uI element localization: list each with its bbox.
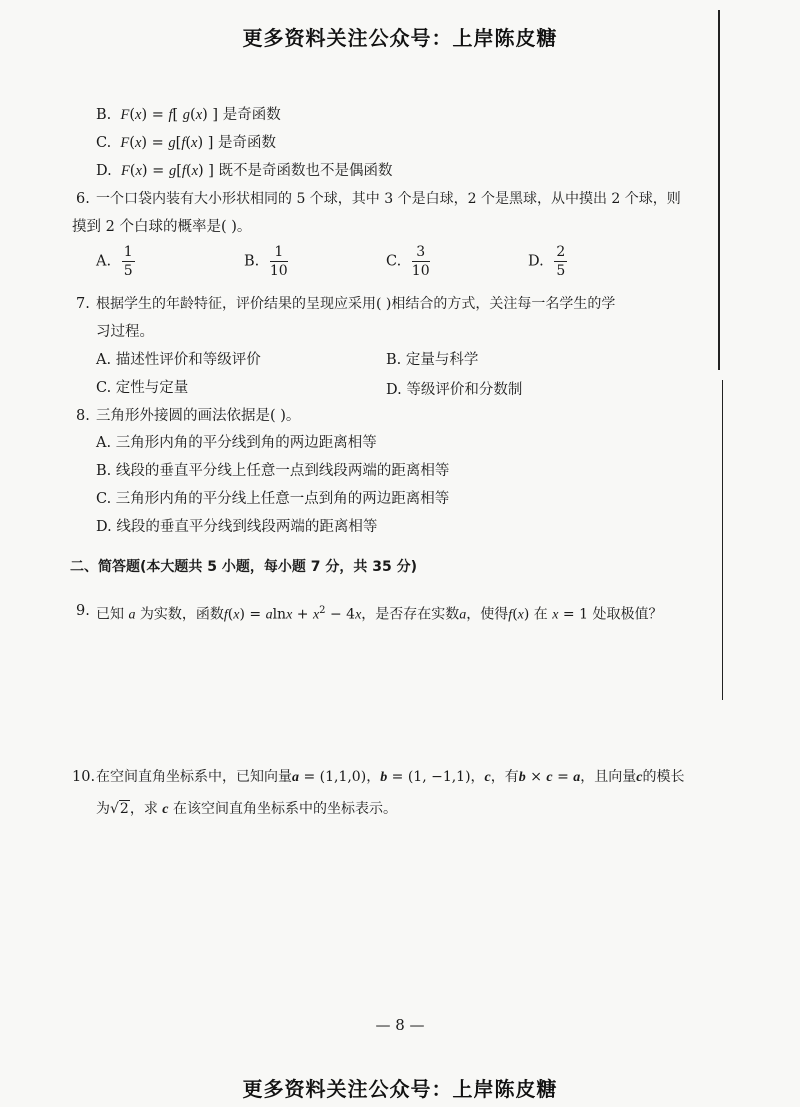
q6-option-a xyxy=(96,244,135,279)
q6-option-d-fraction xyxy=(554,244,567,279)
q5-option-d-formula: F xyxy=(120,163,130,179)
q5-option-b-label: B. xyxy=(96,107,112,123)
q6-option-c-numerator: 3 xyxy=(412,244,430,262)
q6-option-b-fraction xyxy=(270,244,288,279)
q8-option-a: A. 三角形内角的平分线到角的两边距离相等 xyxy=(96,435,377,451)
q10-number: 10. xyxy=(72,769,96,785)
q7-option-d: D. 等级评价和分数制 xyxy=(386,382,523,398)
q9-var-a: a xyxy=(128,607,136,623)
q10-stem-line1: 在空间直角坐标系中，已知向量a = (1,1,0)，b = (1, −1,1)，c，有b × c = a，且向量c的模长 xyxy=(96,769,685,785)
q5-option-c-label: C. xyxy=(96,135,112,151)
q7-number: 7. xyxy=(76,296,90,312)
q8-option-c: C. 三角形内角的平分线上任意一点到角的两边距离相等 xyxy=(96,491,450,507)
q6-stem-line1: 一个口袋内装有大小形状相同的 5 个球，其中 3 个是白球，2 个是黑球，从中摸出 2 个球，则 xyxy=(96,191,681,207)
q6-option-a-fraction xyxy=(122,244,135,279)
q6-option-b-label: B. xyxy=(244,253,260,270)
q8-option-d: D. 线段的垂直平分线到线段两端的距离相等 xyxy=(96,519,378,535)
q6-option-d-label: D. xyxy=(528,253,544,270)
q6-option-d-numerator: 2 xyxy=(556,244,566,260)
section-title-short-answer: 二、简答题(本大题共 5 小题，每小题 7 分，共 35 分) xyxy=(70,559,418,575)
q8-option-b: B. 线段的垂直平分线上任意一点到线段两端的距离相等 xyxy=(96,463,450,479)
q6-option-b xyxy=(244,244,288,279)
q5-option-c-text: 是奇函数 xyxy=(218,135,277,151)
q7-option-b: B. 定量与科学 xyxy=(386,352,479,368)
q10-vector-b: b xyxy=(380,770,388,785)
q6-option-c xyxy=(386,244,430,279)
scan-edge-line xyxy=(718,10,720,370)
q10-stem-line2: 为√2，求 c 在该空间直角坐标系中的坐标表示。 xyxy=(96,801,397,817)
footer-watermark-banner: 更多资料关注公众号：上岸陈皮糖 xyxy=(242,1077,558,1101)
q7-option-a: A. 描述性评价和等级评价 xyxy=(96,352,261,368)
q6-option-b-denominator: 10 xyxy=(269,263,288,279)
q5-option-d: D. F(x) = g[f(x) ] 既不是奇函数也不是偶函数 xyxy=(96,163,393,179)
q10-vector-a: a xyxy=(292,770,299,785)
scan-edge-line-lower xyxy=(722,380,723,700)
q9-number: 9. xyxy=(76,603,90,619)
q6-option-c-fraction xyxy=(412,244,430,279)
q9-stem: 已知 a 为实数，函数$f(x) = alnx + x^2 - 4x$，是否存在实数a，使得f(x) 在 x = 1 处取极值？ xyxy=(96,605,663,623)
header-watermark-banner: 更多资料关注公众号：上岸陈皮糖 xyxy=(242,26,558,50)
q6-option-d xyxy=(528,244,567,279)
q7-stem-line2: 习过程。 xyxy=(96,324,154,340)
q5-option-d-text: 既不是奇函数也不是偶函数 xyxy=(218,163,393,179)
q6-option-a-numerator: 1 xyxy=(123,244,133,260)
page-number: — 8 — xyxy=(375,1016,425,1034)
q8-stem: 三角形外接圆的画法依据是( )。 xyxy=(96,408,301,424)
q5-option-d-label: D. xyxy=(96,163,112,179)
q6-stem-line2: 摸到 2 个白球的概率是( )。 xyxy=(72,219,252,235)
q7-option-c: C. 定性与定量 xyxy=(96,380,189,396)
q9-function-formula: f xyxy=(223,607,228,623)
q6-option-c-denominator: 10 xyxy=(411,263,430,279)
q5-option-b: B. F(x) = f[ g(x) ] 是奇函数 xyxy=(96,107,281,123)
q6-option-b-numerator: 1 xyxy=(270,244,288,262)
q6-option-c-label: C. xyxy=(386,253,402,270)
q10-sqrt2: √2 xyxy=(110,801,129,817)
q8-number: 8. xyxy=(76,408,90,424)
q5-option-c: C. F(x) = g[f(x) ] 是奇函数 xyxy=(96,135,277,151)
q6-number: 6. xyxy=(76,191,90,207)
q7-stem-line1: 根据学生的年龄特征，评价结果的呈现应采用( )相结合的方式，关注每一名学生的学 xyxy=(96,296,616,312)
q6-option-a-denominator: 5 xyxy=(123,263,133,279)
q5-option-b-formula: F xyxy=(120,107,130,123)
q5-option-c-formula: F xyxy=(120,135,130,151)
q5-option-b-text: 是奇函数 xyxy=(222,107,281,123)
q6-option-d-denominator: 5 xyxy=(556,263,566,279)
q6-option-a-label: A. xyxy=(96,253,112,270)
